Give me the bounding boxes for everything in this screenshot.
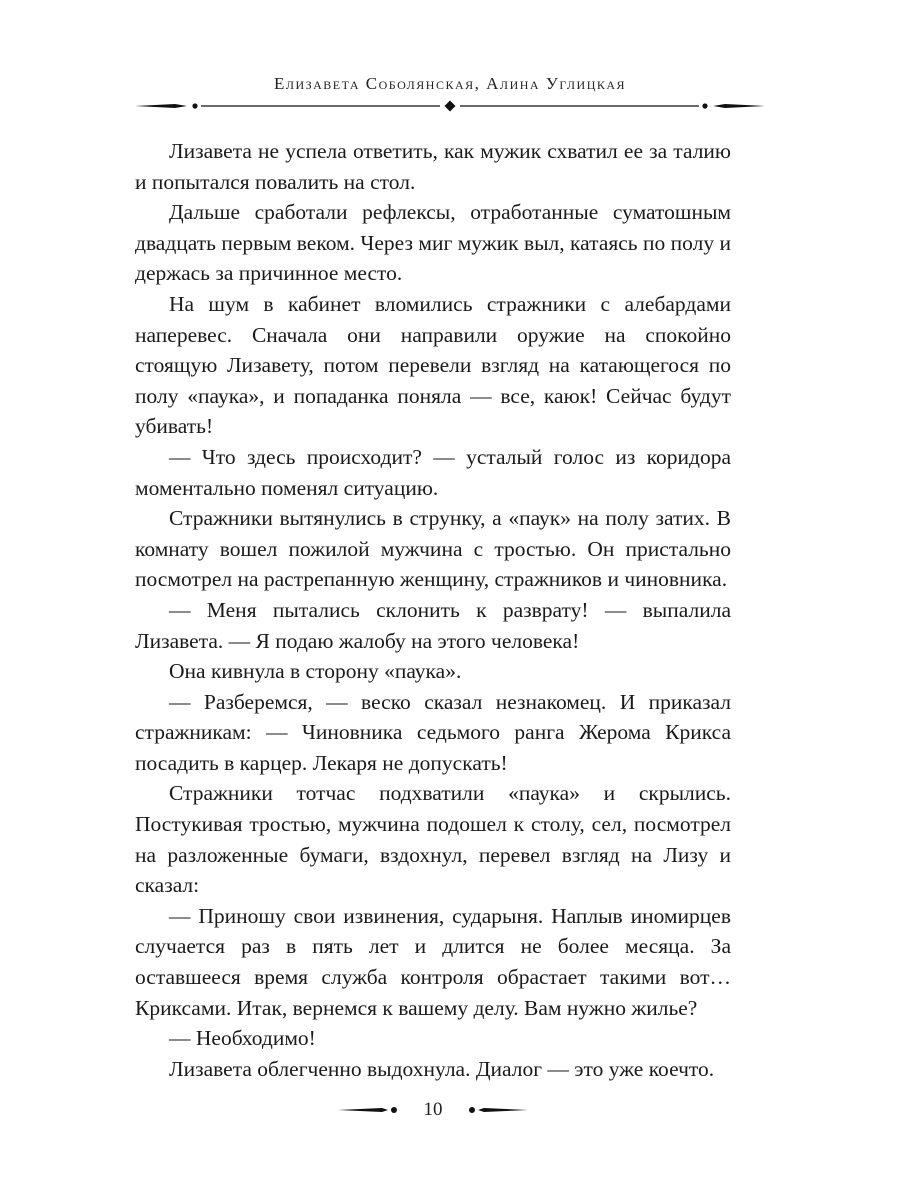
header-ornament-rule (135, 98, 765, 114)
paragraph-7: Она кивнула в сторону «паука». (169, 659, 462, 684)
ornament-left-dot (192, 103, 197, 108)
paragraph-4: — Что здесь происходит? — усталый голос из коридора моментально поменял ситуацию. (135, 444, 731, 500)
paragraph-8: — Разберемся, — веско сказал незнакомец. И приказал стражникам: — Чиновника седьмого ранга Жерома Крикса посадить в карцер. Лекаря не допускать! (135, 689, 731, 775)
ornament-center-diamond (445, 101, 456, 112)
paragraph-12: Лизавета облегченно выдохнула. Диалог — это уже коечто. (169, 1056, 715, 1081)
ornament-right-dot (702, 103, 707, 108)
running-head: Елизавета Соболянская, Алина Углицкая (273, 74, 627, 93)
footer-ornament-left (338, 1103, 400, 1117)
paragraph-3: На шум в кабинет вломились стражники с алебардами наперевес. Сначала они направили оружие на спокойно стоящую Лизавету, потом перевели взгляд на катающегося по полу «паука», и попаданка поняла — все, каюк! Сейчас будут убивать! (135, 291, 731, 439)
page-footer (0, 1097, 900, 1125)
paragraph-5: Стражники вытянулись в струнку, а «паук» на полу затих. В комнату вошел пожилой мужчина с тростью. Он пристально посмотрел на растрепанную женщину, стражников и чиновника. (135, 506, 731, 592)
paragraph-10: — Приношу свои извинения, сударыня. Наплыв иномирцев случается раз в пять лет и длится не более месяца. За оставшееся время служба контроля обрастает такими вот… Криксами. Итак, вернемся к вашему делу. Вам нужно жилье? (135, 903, 731, 1020)
body-text (135, 136, 731, 1084)
paragraph-2: Дальше сработали рефлексы, отработанные суматошным двадцать первым веком. Через миг мужик выл, катаясь по полу и держась за причинное место. (135, 200, 731, 286)
ornament-left-spike (135, 104, 187, 108)
paragraph-6: — Меня пытались склонить к разврату! — выпалила Лизавета. — Я подаю жалобу на этого человека! (135, 597, 731, 653)
ornament-right-spike (713, 104, 765, 108)
paragraph-1: Лизавета не успела ответить, как мужик схватил ее за талию и попытался повалить на стол. (135, 139, 731, 194)
page-number: 10 (423, 1099, 443, 1120)
footer-ornament-right (466, 1103, 528, 1117)
paragraph-11: — Необходимо! (169, 1026, 316, 1051)
paragraph-9: Стражники тотчас подхватили «паука» и скрылись. Постукивая тростью, мужчина подошел к столу, сел, посмотрел на разложенные бумаги, вздохнул, перевел взгляд на Лизу и сказал: (135, 781, 731, 898)
